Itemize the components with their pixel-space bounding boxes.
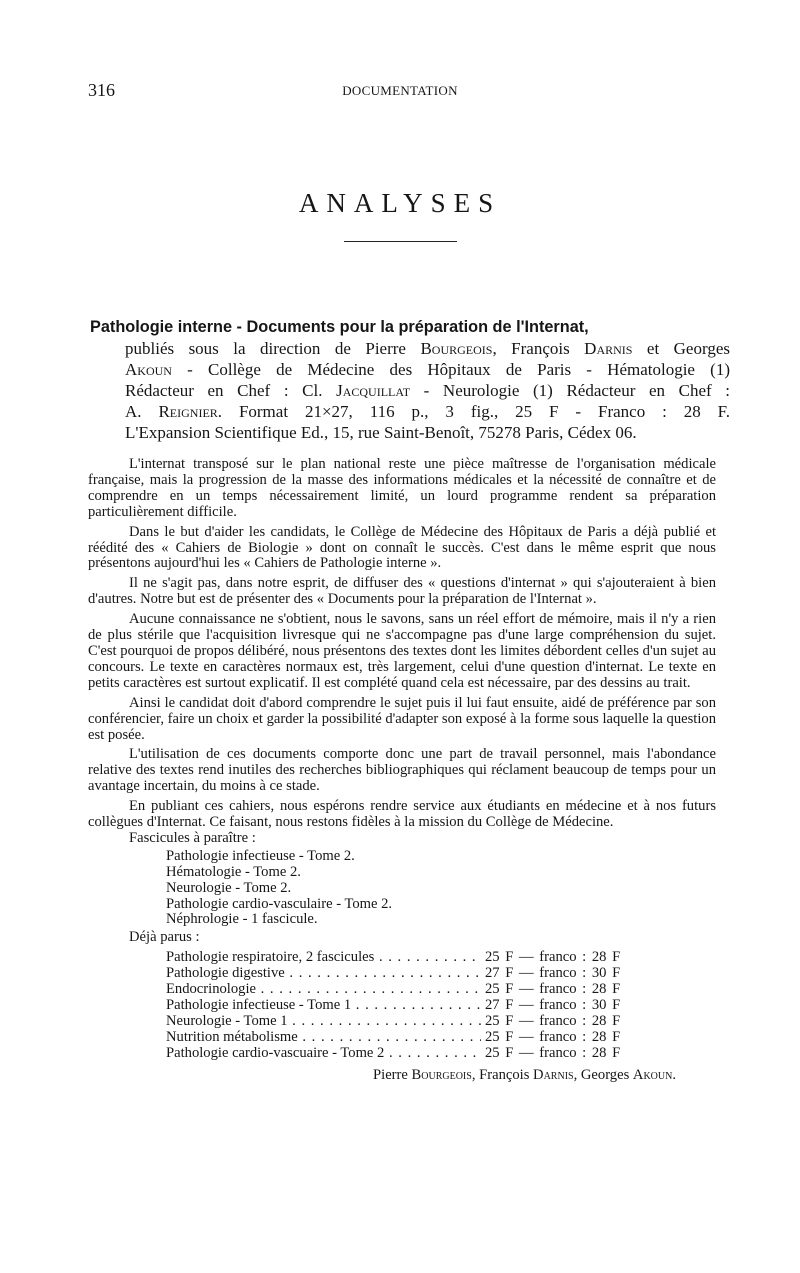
price: 25 F — franco : 28 F (485, 949, 621, 966)
reference-line: publiés sous la direction de Pierre Bourgeois, François Darnis et Georges (125, 339, 730, 358)
running-head: DOCUMENTATION (342, 83, 458, 98)
reference-title: Pathologie interne - Documents pour la préparation de l'Internat, (90, 318, 589, 336)
paragraph: Dans le but d'aider les candidats, le Collège de Médecine des Hôpitaux de Paris a déjà publié et réédité des « Cahiers de Biologie » dont on connaît le succès. C'est dans le même esprit que nous présentons aujourd'hui les « Cahiers de Pathologie interne ». (88, 523, 716, 572)
list-item (166, 1046, 716, 1062)
reference-line: L'Expansion Scientifique Ed., 15, rue Saint-Benoît, 75278 Paris, Cédex 06. (125, 423, 637, 442)
list-item (166, 1030, 716, 1046)
title: Neurologie - Tome 1 . . . (166, 1014, 481, 1030)
paragraph: Il ne s'agit pas, dans notre esprit, de diffuser des « questions d'internat » qui s'ajouteraient à bien d'autres. Notre but est de présenter des « Documents pour la préparation de l'Internat ». (88, 575, 716, 608)
list-item (166, 982, 716, 998)
paragraph: En publiant ces cahiers, nous espérons rendre service aux étudiants en médecine et à nos futurs collègues d'Internat. Ce faisant, nous restons fidèles à la mission du Collège de Médecine. (88, 798, 716, 831)
title: Nutrition métabolisme . . . (166, 1030, 481, 1046)
review-body (88, 457, 716, 1084)
list-item (166, 966, 716, 982)
published-heading: Déjà parus : (129, 929, 200, 946)
reference-line: A. Reignier. Format 21×27, 116 p., 3 fig., 25 F - Franco : 28 F. (125, 402, 731, 421)
paragraph: Ainsi le candidat doit d'abord comprendre le sujet puis il lui faut ensuite, aidé de préférence par son conférencier, faire un choix et garder la possibilité d'adapter son exposé à la forme sous laquelle la question est posée. (88, 694, 716, 743)
published-list (88, 950, 716, 1061)
price: 25 F — franco : 28 F (485, 1028, 621, 1045)
price: 27 F — franco : 30 F (485, 965, 621, 982)
price: 25 F — franco : 28 F (485, 1012, 621, 1029)
section-title: ANALYSES (298, 188, 502, 218)
page-number: 316 (88, 80, 115, 100)
list-item (166, 1014, 716, 1030)
title: Pathologie infectieuse - Tome 1 . . . (166, 998, 481, 1014)
list-item: Neurologie - Tome 2. (166, 879, 292, 896)
list-item: Néphrologie - 1 fascicule. (166, 911, 318, 928)
list-item (166, 998, 716, 1014)
reference-details (90, 338, 730, 443)
reference-block (90, 317, 730, 443)
reference-line: Rédacteur en Chef : Cl. Jacquillat - Neurologie (1) Rédacteur en Chef : (125, 381, 730, 400)
paragraph: Aucune connaissance ne s'obtient, nous le savons, sans un réel effort de mémoire, mais il n'y a rien de plus stérile que l'acquisition livresque qui ne s'accompagne pas d'une large compréhension du sujet. C'est pourquoi de propos délibéré, nous présentons des textes dont les limites débordent celles d'un sujet au concours. Le texte en caractères normaux est, très largement, celui d'une question d'internat. Le texte en petits caractères est surtout explicatif. Il est complété quand cela est nécessaire, par des dessins au trait. (88, 611, 716, 691)
title: Endocrinologie . . . (166, 982, 481, 998)
title: Pathologie digestive . . . (166, 966, 481, 982)
signature: Pierre Bourgeois, François Darnis, Georges Akoun. (373, 1066, 676, 1083)
list-item: Hématologie - Tome 2. (166, 863, 301, 880)
list-item: Pathologie infectieuse - Tome 2. (166, 847, 355, 864)
price: 25 F — franco : 28 F (485, 1044, 621, 1061)
list-item: Pathologie cardio-vasculaire - Tome 2. (166, 895, 393, 912)
title: Pathologie respiratoire, 2 fascicules . . . (166, 950, 481, 966)
title-rule (344, 241, 457, 242)
price: 27 F — franco : 30 F (485, 997, 621, 1013)
price: 25 F — franco : 28 F (485, 981, 621, 998)
paragraph: L'internat transposé sur le plan national reste une pièce maîtresse de l'organisation médicale française, mais la progression de la masse des informations médicales et la nécessité de connaître et de comprendre en un temps nécessairement limité, un lourd programme rendent sa préparation particulièrement difficile. (88, 456, 716, 520)
list-item (166, 950, 716, 966)
reference-line: Akoun - Collège de Médecine des Hôpitaux de Paris - Hématologie (1) (125, 360, 730, 379)
title: Pathologie cardio-vascuaire - Tome 2 . . . (166, 1046, 481, 1062)
paragraph: L'utilisation de ces documents comporte donc une part de travail personnel, mais l'abondance relative des textes rend inutiles des recherches bibliographiques qui réclament beaucoup de temps pour un avantage incertain, du moins à ce stade. (88, 746, 716, 795)
upcoming-heading: Fascicules à paraître : (129, 829, 256, 846)
upcoming-list (88, 849, 716, 929)
